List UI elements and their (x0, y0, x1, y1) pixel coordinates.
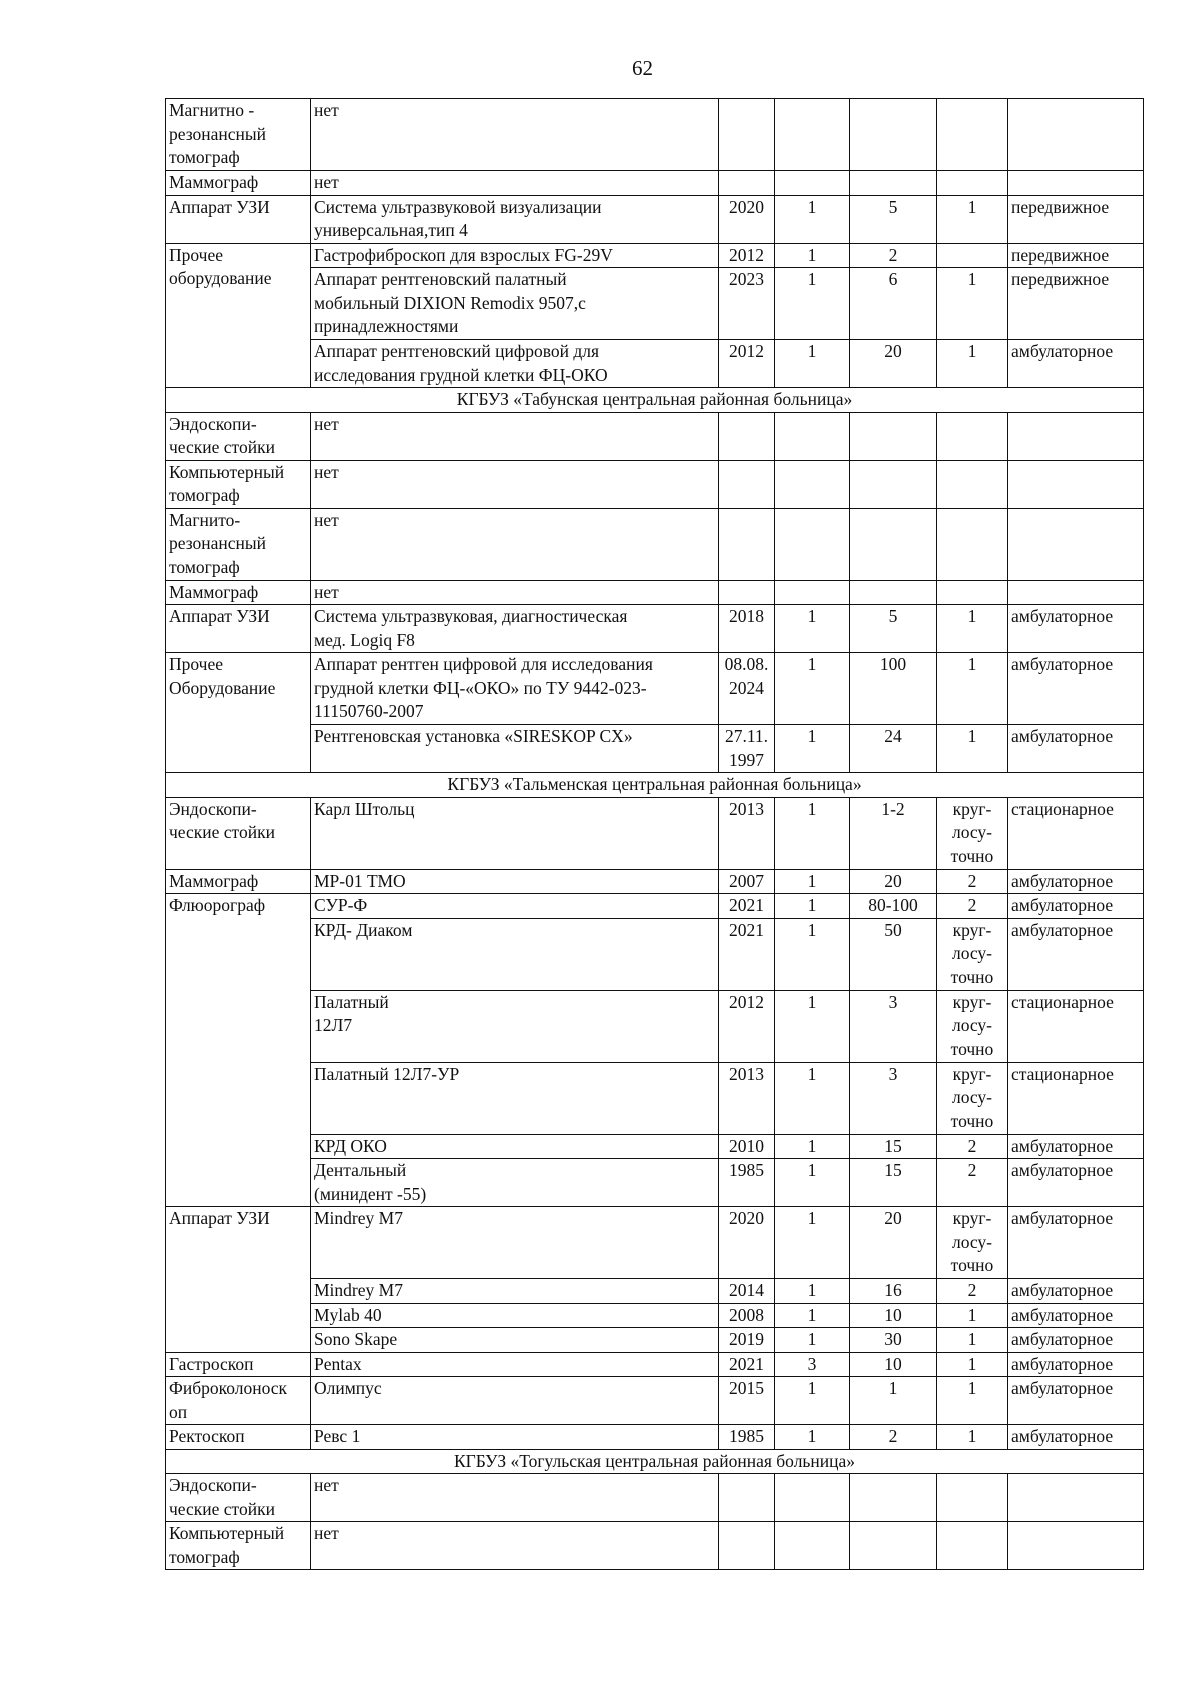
quantity: 1 (775, 1134, 850, 1159)
usage-mode: передвижное (1008, 195, 1144, 243)
equipment-category: Фиброколоноск оп (166, 1377, 311, 1425)
usage-mode: стационарное (1008, 1062, 1144, 1134)
daily-load: 3 (850, 990, 937, 1062)
quantity: 1 (775, 1062, 850, 1134)
daily-load: 1-2 (850, 797, 937, 869)
table-row (166, 990, 1144, 1062)
daily-load: 15 (850, 1134, 937, 1159)
manufacture-year: 2021 (719, 1352, 775, 1377)
equipment-category: Эндоскопи- ческие стойки (166, 797, 311, 869)
equipment-category: Магнитно - резонансный томограф (166, 99, 311, 171)
table-row (166, 1062, 1144, 1134)
work-schedule: 1 (937, 1352, 1008, 1377)
table-row (166, 869, 1144, 894)
hospital-name: КГБУЗ «Тогульская центральная районная больница» (166, 1449, 1144, 1474)
equipment-name: нет (311, 171, 719, 196)
daily-load (850, 1522, 937, 1570)
daily-load (850, 171, 937, 196)
equipment-name: нет (311, 460, 719, 508)
table-row (166, 340, 1144, 388)
equipment-name: Карл Штольц (311, 797, 719, 869)
work-schedule (937, 243, 1008, 268)
quantity: 1 (775, 1159, 850, 1207)
quantity: 1 (775, 725, 850, 773)
manufacture-year: 2020 (719, 195, 775, 243)
equipment-name: Палатный 12Л7-УР (311, 1062, 719, 1134)
equipment-name: Pentax (311, 1352, 719, 1377)
equipment-category: Аппарат УЗИ (166, 195, 311, 243)
equipment-category: Эндоскопи- ческие стойки (166, 412, 311, 460)
manufacture-year: 2018 (719, 605, 775, 653)
daily-load: 100 (850, 653, 937, 725)
equipment-name: Гастрофиброскоп для взрослых FG-29V (311, 243, 719, 268)
usage-mode: амбулаторное (1008, 1207, 1144, 1279)
manufacture-year: 2013 (719, 1062, 775, 1134)
manufacture-year (719, 460, 775, 508)
usage-mode (1008, 508, 1144, 580)
usage-mode: стационарное (1008, 797, 1144, 869)
quantity (775, 508, 850, 580)
manufacture-year: 2021 (719, 894, 775, 919)
daily-load (850, 580, 937, 605)
table-row (166, 99, 1144, 171)
table-row (166, 918, 1144, 990)
usage-mode: амбулаторное (1008, 1328, 1144, 1353)
quantity (775, 99, 850, 171)
table-row (166, 1377, 1144, 1425)
work-schedule (937, 1474, 1008, 1522)
work-schedule: 1 (937, 1425, 1008, 1450)
quantity: 1 (775, 1207, 850, 1279)
daily-load: 20 (850, 1207, 937, 1279)
equipment-category: Аппарат УЗИ (166, 605, 311, 653)
manufacture-year (719, 580, 775, 605)
quantity: 1 (775, 243, 850, 268)
work-schedule: 1 (937, 195, 1008, 243)
daily-load: 15 (850, 1159, 937, 1207)
manufacture-year (719, 1474, 775, 1522)
table-row (166, 460, 1144, 508)
manufacture-year: 2014 (719, 1279, 775, 1304)
equipment-category: Аппарат УЗИ (166, 1207, 311, 1353)
table-row (166, 1279, 1144, 1304)
usage-mode: амбулаторное (1008, 340, 1144, 388)
work-schedule: круг- лосу- точно (937, 990, 1008, 1062)
table-row (166, 1303, 1144, 1328)
table-row (166, 1207, 1144, 1279)
daily-load: 16 (850, 1279, 937, 1304)
quantity: 1 (775, 797, 850, 869)
equipment-category: Маммограф (166, 580, 311, 605)
equipment-name: Дентальный (минидент -55) (311, 1159, 719, 1207)
table-row (166, 894, 1144, 919)
table-row (166, 1134, 1144, 1159)
daily-load: 80-100 (850, 894, 937, 919)
manufacture-year: 2008 (719, 1303, 775, 1328)
usage-mode: передвижное (1008, 268, 1144, 340)
daily-load: 30 (850, 1328, 937, 1353)
daily-load: 3 (850, 1062, 937, 1134)
manufacture-year: 2007 (719, 869, 775, 894)
daily-load: 10 (850, 1303, 937, 1328)
equipment-category: Прочее оборудование (166, 243, 311, 388)
table-row (166, 580, 1144, 605)
quantity (775, 412, 850, 460)
equipment-name: Палатный 12Л7 (311, 990, 719, 1062)
manufacture-year (719, 412, 775, 460)
quantity (775, 171, 850, 196)
table-row (166, 1474, 1144, 1522)
manufacture-year (719, 508, 775, 580)
work-schedule: круг- лосу- точно (937, 918, 1008, 990)
manufacture-year: 2012 (719, 990, 775, 1062)
quantity: 1 (775, 990, 850, 1062)
table-row (166, 508, 1144, 580)
manufacture-year: 2012 (719, 340, 775, 388)
work-schedule: 2 (937, 894, 1008, 919)
manufacture-year: 2015 (719, 1377, 775, 1425)
work-schedule: 1 (937, 725, 1008, 773)
daily-load: 20 (850, 340, 937, 388)
hospital-header-row (166, 388, 1144, 413)
usage-mode: амбулаторное (1008, 725, 1144, 773)
hospital-name: КГБУЗ «Тальменская центральная районная больница» (166, 773, 1144, 798)
usage-mode: стационарное (1008, 990, 1144, 1062)
equipment-name: нет (311, 1474, 719, 1522)
usage-mode: амбулаторное (1008, 918, 1144, 990)
usage-mode (1008, 580, 1144, 605)
quantity: 1 (775, 340, 850, 388)
equipment-name: Рентгеновская установка «SIRESKOP CX» (311, 725, 719, 773)
equipment-category: Компьютерный томограф (166, 1522, 311, 1570)
quantity: 1 (775, 918, 850, 990)
manufacture-year: 08.08. 2024 (719, 653, 775, 725)
equipment-category: Гастроскоп (166, 1352, 311, 1377)
work-schedule: круг- лосу- точно (937, 1062, 1008, 1134)
hospital-header-row (166, 773, 1144, 798)
usage-mode: амбулаторное (1008, 1425, 1144, 1450)
daily-load: 20 (850, 869, 937, 894)
work-schedule: круг- лосу- точно (937, 1207, 1008, 1279)
daily-load: 10 (850, 1352, 937, 1377)
quantity: 1 (775, 268, 850, 340)
equipment-name: Аппарат рентгеновский цифровой для исследования грудной клетки ФЦ-ОКО (311, 340, 719, 388)
table-row (166, 1522, 1144, 1570)
manufacture-year: 2013 (719, 797, 775, 869)
work-schedule (937, 1522, 1008, 1570)
quantity: 1 (775, 1377, 850, 1425)
quantity (775, 460, 850, 508)
manufacture-year: 27.11. 1997 (719, 725, 775, 773)
manufacture-year (719, 99, 775, 171)
equipment-name: Система ультразвуковой визуализации универсальная,тип 4 (311, 195, 719, 243)
equipment-name: Аппарат рентген цифровой для исследования грудной клетки ФЦ-«ОКО» по ТУ 9442-023- 11150760-2007 (311, 653, 719, 725)
table-row (166, 1159, 1144, 1207)
equipment-name: Mylab 40 (311, 1303, 719, 1328)
manufacture-year: 2021 (719, 918, 775, 990)
hospital-name: КГБУЗ «Табунская центральная районная больница» (166, 388, 1144, 413)
equipment-name: Аппарат рентгеновский палатный мобильный DIXION Remodix 9507,с принадлежностями (311, 268, 719, 340)
quantity (775, 1522, 850, 1570)
table-row (166, 171, 1144, 196)
daily-load: 1 (850, 1377, 937, 1425)
work-schedule: 1 (937, 653, 1008, 725)
manufacture-year: 2020 (719, 1207, 775, 1279)
work-schedule: 1 (937, 1377, 1008, 1425)
equipment-category: Маммограф (166, 869, 311, 894)
daily-load: 50 (850, 918, 937, 990)
work-schedule: 1 (937, 268, 1008, 340)
usage-mode (1008, 412, 1144, 460)
table-row (166, 1328, 1144, 1353)
daily-load (850, 460, 937, 508)
equipment-name: Ревс 1 (311, 1425, 719, 1450)
table-row (166, 1425, 1144, 1450)
manufacture-year: 1985 (719, 1159, 775, 1207)
usage-mode (1008, 1522, 1144, 1570)
table-row (166, 797, 1144, 869)
table-row (166, 243, 1144, 268)
table-row (166, 268, 1144, 340)
page-number: 62 (632, 56, 653, 80)
work-schedule (937, 99, 1008, 171)
usage-mode (1008, 99, 1144, 171)
equipment-table (165, 98, 1144, 1570)
manufacture-year (719, 171, 775, 196)
quantity: 1 (775, 869, 850, 894)
equipment-category: Магнито- резонансный томограф (166, 508, 311, 580)
usage-mode: амбулаторное (1008, 1377, 1144, 1425)
quantity: 1 (775, 653, 850, 725)
work-schedule: 1 (937, 1303, 1008, 1328)
equipment-name: нет (311, 99, 719, 171)
work-schedule (937, 508, 1008, 580)
work-schedule: 2 (937, 1159, 1008, 1207)
manufacture-year: 2012 (719, 243, 775, 268)
daily-load: 2 (850, 243, 937, 268)
manufacture-year: 2019 (719, 1328, 775, 1353)
quantity: 1 (775, 605, 850, 653)
equipment-category: Флюорограф (166, 894, 311, 1207)
quantity: 1 (775, 894, 850, 919)
usage-mode: амбулаторное (1008, 894, 1144, 919)
usage-mode: амбулаторное (1008, 605, 1144, 653)
equipment-name: Система ультразвуковая, диагностическая мед. Logiq F8 (311, 605, 719, 653)
equipment-name: Mindrey M7 (311, 1279, 719, 1304)
work-schedule: круг- лосу- точно (937, 797, 1008, 869)
usage-mode: амбулаторное (1008, 1303, 1144, 1328)
table-row (166, 1352, 1144, 1377)
manufacture-year: 2010 (719, 1134, 775, 1159)
table-row (166, 653, 1144, 725)
quantity (775, 1474, 850, 1522)
usage-mode (1008, 1474, 1144, 1522)
hospital-header-row (166, 1449, 1144, 1474)
equipment-name: Sono Skape (311, 1328, 719, 1353)
usage-mode: амбулаторное (1008, 1159, 1144, 1207)
usage-mode (1008, 460, 1144, 508)
equipment-name: нет (311, 508, 719, 580)
work-schedule: 2 (937, 869, 1008, 894)
usage-mode: амбулаторное (1008, 1134, 1144, 1159)
daily-load (850, 1474, 937, 1522)
quantity (775, 580, 850, 605)
equipment-name: нет (311, 580, 719, 605)
work-schedule: 1 (937, 605, 1008, 653)
equipment-name: Олимпус (311, 1377, 719, 1425)
equipment-name: Mindrey M7 (311, 1207, 719, 1279)
work-schedule (937, 412, 1008, 460)
usage-mode: амбулаторное (1008, 1352, 1144, 1377)
equipment-category: Маммограф (166, 171, 311, 196)
manufacture-year (719, 1522, 775, 1570)
equipment-name: МР-01 ТМО (311, 869, 719, 894)
quantity: 1 (775, 1303, 850, 1328)
table-row (166, 605, 1144, 653)
manufacture-year: 2023 (719, 268, 775, 340)
equipment-name: КРД- Диаком (311, 918, 719, 990)
equipment-name: СУР-Ф (311, 894, 719, 919)
daily-load: 6 (850, 268, 937, 340)
usage-mode: амбулаторное (1008, 1279, 1144, 1304)
equipment-name: нет (311, 412, 719, 460)
quantity: 1 (775, 1328, 850, 1353)
equipment-category: Ректоскоп (166, 1425, 311, 1450)
equipment-category: Прочее Оборудование (166, 653, 311, 773)
daily-load: 2 (850, 1425, 937, 1450)
work-schedule: 2 (937, 1134, 1008, 1159)
daily-load: 5 (850, 195, 937, 243)
equipment-category: Эндоскопи- ческие стойки (166, 1474, 311, 1522)
daily-load (850, 412, 937, 460)
quantity: 3 (775, 1352, 850, 1377)
work-schedule (937, 171, 1008, 196)
quantity: 1 (775, 195, 850, 243)
usage-mode: амбулаторное (1008, 869, 1144, 894)
equipment-name: нет (311, 1522, 719, 1570)
equipment-name: КРД ОКО (311, 1134, 719, 1159)
usage-mode: амбулаторное (1008, 653, 1144, 725)
table-row (166, 195, 1144, 243)
daily-load: 5 (850, 605, 937, 653)
table-row (166, 412, 1144, 460)
table-row (166, 725, 1144, 773)
work-schedule: 1 (937, 340, 1008, 388)
usage-mode (1008, 171, 1144, 196)
daily-load (850, 99, 937, 171)
daily-load (850, 508, 937, 580)
work-schedule: 2 (937, 1279, 1008, 1304)
work-schedule (937, 460, 1008, 508)
work-schedule (937, 580, 1008, 605)
equipment-category: Компьютерный томограф (166, 460, 311, 508)
quantity: 1 (775, 1425, 850, 1450)
work-schedule: 1 (937, 1328, 1008, 1353)
daily-load: 24 (850, 725, 937, 773)
quantity: 1 (775, 1279, 850, 1304)
usage-mode: передвижное (1008, 243, 1144, 268)
manufacture-year: 1985 (719, 1425, 775, 1450)
